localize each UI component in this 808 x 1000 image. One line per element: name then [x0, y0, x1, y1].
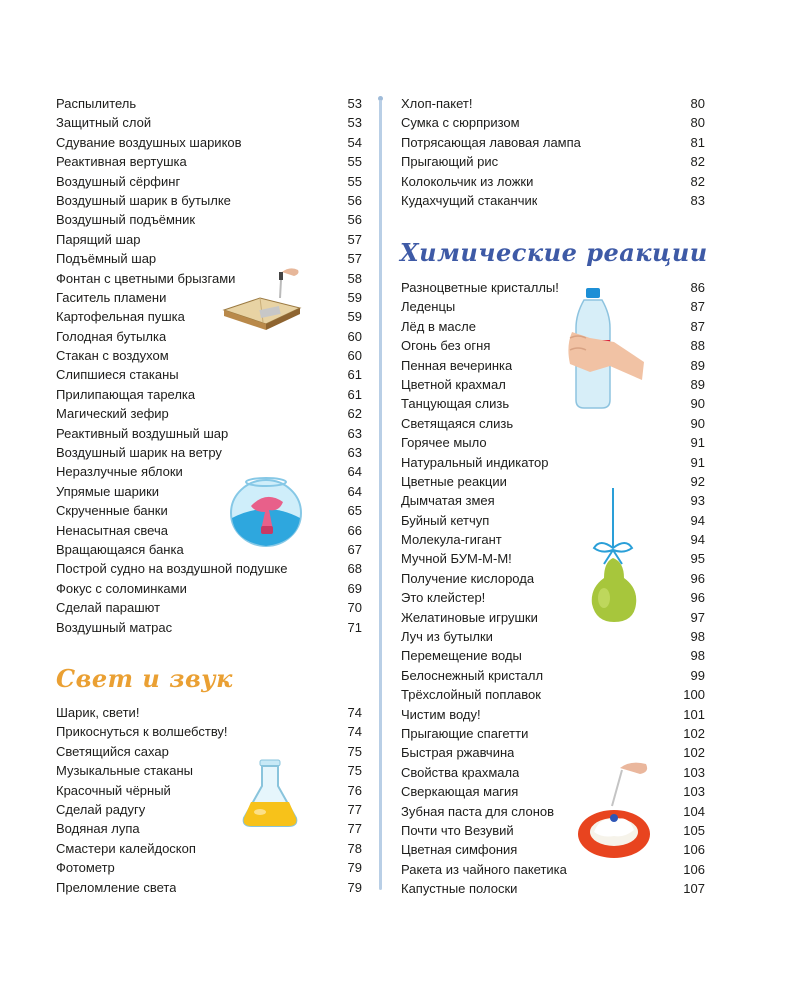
toc-entry-page: 65: [347, 503, 362, 519]
toc-entry-page: 104: [683, 803, 705, 819]
toc-entry[interactable]: [56, 462, 362, 481]
toc-entry-title: Стакан с воздухом: [56, 348, 169, 364]
toc-entry-title: Прикоснуться к волшебству!: [56, 724, 228, 740]
toc-entry-title: Зубная паста для слонов: [401, 803, 555, 819]
toc-entry-page: 80: [690, 96, 705, 111]
toc-entry[interactable]: [401, 433, 705, 452]
toc-entry-page: 87: [690, 318, 705, 334]
toc-entry[interactable]: [401, 588, 705, 607]
toc-entry-page: 63: [347, 425, 362, 441]
toc-entry[interactable]: [401, 802, 705, 821]
toc-entry-title: Мучной БУМ-М-М!: [401, 551, 512, 567]
toc-entry-title: Реактивная вертушка: [56, 154, 187, 170]
toc-entry[interactable]: [401, 627, 705, 646]
toc-entry-title: Гаситель пламени: [56, 289, 167, 305]
toc-entry-page: 96: [690, 590, 705, 606]
toc-entry[interactable]: [56, 781, 362, 800]
foam-plate-icon: [576, 758, 656, 860]
toc-entry-title: Построй судно на воздушной подушке: [56, 561, 288, 577]
toc-entry-title: Картофельная пушка: [56, 309, 185, 325]
toc-entry-title: Белоснежный кристалл: [401, 667, 544, 683]
toc-entry-page: 92: [690, 473, 705, 489]
toc-entry-title: Шарик, свети!: [56, 705, 140, 720]
toc-entry-page: 54: [347, 134, 362, 150]
left-column: [56, 94, 362, 637]
toc-entry[interactable]: [401, 336, 705, 355]
toc-entry-page: 106: [683, 861, 705, 877]
toc-entry[interactable]: [401, 414, 705, 433]
toc-entry-title: Музыкальные стаканы: [56, 763, 193, 779]
toc-entry-page: 103: [683, 764, 705, 780]
toc-entry[interactable]: [56, 618, 362, 637]
toc-entry-title: Преломление света: [56, 879, 177, 895]
fishbowl-icon: [225, 470, 307, 552]
toc-entry[interactable]: [56, 839, 362, 858]
toc-entry-title: Магический зефир: [56, 406, 169, 422]
toc-entry-title: Прыгающий рис: [401, 154, 499, 170]
toc-entry[interactable]: [401, 821, 705, 840]
toc-entry-title: Воздушный подъёмник: [56, 212, 196, 228]
toc-entry[interactable]: [401, 356, 705, 375]
toc-entry-title: Воздушный сёрфинг: [56, 173, 181, 189]
toc-entry[interactable]: [56, 579, 362, 598]
toc-entry-title: Красочный чёрный: [56, 782, 171, 798]
toc-entry[interactable]: [56, 172, 362, 191]
toc-entry-page: 75: [347, 763, 362, 779]
toc-entry[interactable]: [56, 559, 362, 578]
toc-entry-page: 56: [347, 192, 362, 208]
toc-entry[interactable]: [401, 152, 705, 171]
toc-entry[interactable]: [401, 472, 705, 491]
left-column-light: [56, 703, 362, 897]
toc-entry-page: 77: [347, 801, 362, 817]
toc-entry-title: Быстрая ржавчина: [401, 745, 515, 761]
book-dropper-icon: [216, 258, 306, 348]
toc-entry-page: 68: [347, 561, 362, 577]
toc-entry-page: 90: [690, 415, 705, 431]
toc-entry-title: Скрученные банки: [56, 503, 168, 519]
toc-entry-page: 82: [690, 154, 705, 170]
toc-entry-page: 105: [683, 822, 705, 838]
toc-entry-title: Фотометр: [56, 860, 115, 876]
toc-entry-page: 95: [690, 551, 705, 567]
toc-entry-page: 61: [347, 367, 362, 383]
toc-list-light-sound-continued: [401, 94, 705, 210]
toc-entry-title: Сделай парашют: [56, 600, 161, 616]
toc-entry[interactable]: [401, 491, 705, 510]
toc-entry-page: 67: [347, 541, 362, 557]
toc-entry-page: 93: [690, 493, 705, 509]
toc-entry-page: 57: [347, 231, 362, 247]
toc-entry[interactable]: [401, 879, 705, 898]
toc-entry-page: 90: [690, 396, 705, 412]
toc-entry-title: Светящийся сахар: [56, 743, 169, 759]
toc-entry[interactable]: [56, 191, 362, 210]
toc-entry-title: Трёхслойный поплавок: [401, 687, 541, 703]
column-divider: [379, 100, 382, 890]
toc-entry[interactable]: [401, 191, 705, 210]
toc-entry-page: 83: [690, 192, 705, 208]
toc-entry-title: Свойства крахмала: [401, 764, 520, 780]
toc-entry-page: 89: [690, 357, 705, 373]
toc-entry[interactable]: [56, 878, 362, 897]
toc-entry-page: 66: [347, 522, 362, 538]
toc-entry[interactable]: [401, 453, 705, 472]
toc-entry-title: Фокус с соломинками: [56, 580, 187, 596]
toc-entry-title: Молекула-гигант: [401, 532, 502, 548]
toc-entry[interactable]: [401, 94, 705, 113]
toc-entry[interactable]: [401, 317, 705, 336]
toc-entry-page: 78: [347, 840, 362, 856]
toc-entry-page: 57: [347, 251, 362, 267]
toc-entry[interactable]: [56, 424, 362, 443]
toc-entry-title: Колокольчик из ложки: [401, 173, 534, 189]
toc-entry-title: Чистим воду!: [401, 706, 481, 722]
toc-entry-page: 79: [347, 860, 362, 876]
toc-entry-page: 74: [347, 724, 362, 740]
toc-entry[interactable]: [401, 724, 705, 743]
toc-entry-page: 53: [347, 96, 362, 111]
toc-entry-page: 59: [347, 309, 362, 325]
toc-entry-page: 76: [347, 782, 362, 798]
toc-entry-page: 61: [347, 386, 362, 402]
toc-entry[interactable]: [56, 307, 362, 326]
toc-entry-title: Сделай радугу: [56, 801, 146, 817]
toc-entry-title: Хлоп-пакет!: [401, 96, 473, 111]
toc-entry[interactable]: [401, 685, 705, 704]
toc-entry-page: 91: [690, 435, 705, 451]
toc-entry-page: 55: [347, 154, 362, 170]
toc-entry-page: 98: [690, 629, 705, 645]
toc-entry[interactable]: [401, 743, 705, 762]
toc-entry-title: Сумка с сюрпризом: [401, 115, 520, 131]
toc-entry-page: 106: [683, 842, 705, 858]
toc-entry-title: Прыгающие спагетти: [401, 725, 529, 741]
toc-entry-page: 80: [690, 115, 705, 131]
toc-entry[interactable]: [56, 703, 362, 722]
toc-entry[interactable]: [56, 269, 362, 288]
toc-entry-title: Неразлучные яблоки: [56, 464, 183, 480]
toc-entry-page: 75: [347, 743, 362, 759]
toc-entry[interactable]: [56, 365, 362, 384]
toc-entry-page: 69: [347, 580, 362, 596]
toc-entry-title: Лёд в масле: [401, 318, 476, 334]
toc-entry-title: Светящаяся слизь: [401, 415, 514, 431]
toc-entry-title: Смастери калейдоскоп: [56, 840, 196, 856]
toc-entry-title: Слипшиеся стаканы: [56, 367, 179, 383]
toc-entry-page: 70: [347, 600, 362, 616]
toc-entry-title: Горячее мыло: [401, 435, 487, 451]
toc-entry-page: 101: [683, 706, 705, 722]
toc-entry-title: Голодная бутылка: [56, 328, 167, 344]
toc-entry-page: 63: [347, 445, 362, 461]
toc-entry-page: 77: [347, 821, 362, 837]
toc-entry[interactable]: [56, 501, 362, 520]
toc-entry[interactable]: [56, 113, 362, 132]
right-column-chemistry: [401, 278, 705, 899]
toc-entry-title: Воздушный шарик на ветру: [56, 445, 222, 461]
toc-entry-page: 91: [690, 454, 705, 470]
toc-entry[interactable]: [56, 210, 362, 229]
toc-entry-page: 97: [690, 609, 705, 625]
toc-entry-title: Воздушный матрас: [56, 619, 173, 635]
toc-entry-title: Упрямые шарики: [56, 483, 160, 499]
toc-entry[interactable]: [401, 646, 705, 665]
toc-entry-page: 86: [690, 280, 705, 295]
toc-entry[interactable]: [56, 152, 362, 171]
toc-entry[interactable]: [56, 482, 362, 501]
toc-entry-page: 53: [347, 115, 362, 131]
toc-entry-page: 100: [683, 687, 705, 703]
toc-entry[interactable]: [401, 549, 705, 568]
toc-entry-title: Капустные полоски: [401, 881, 518, 897]
right-column: [401, 94, 705, 210]
toc-entry-page: 98: [690, 648, 705, 664]
toc-entry-title: Сверкающая магия: [401, 784, 519, 800]
toc-entry[interactable]: [56, 521, 362, 540]
toc-entry[interactable]: [56, 722, 362, 741]
toc-entry[interactable]: [401, 278, 705, 297]
toc-entry-page: 81: [690, 134, 705, 150]
toc-entry[interactable]: [401, 133, 705, 152]
toc-entry-page: 103: [683, 784, 705, 800]
section-heading-light-sound: Свет и звук: [56, 664, 233, 693]
toc-entry[interactable]: [56, 230, 362, 249]
water-bottle-hand-icon: [562, 288, 644, 414]
toc-entry-page: 94: [690, 512, 705, 528]
toc-entry-title: Буйный кетчуп: [401, 512, 490, 528]
toc-entry-title: Разноцветные кристаллы!: [401, 280, 559, 295]
toc-entry[interactable]: [401, 569, 705, 588]
toc-entry[interactable]: [401, 375, 705, 394]
toc-entry-title: Ненасытная свеча: [56, 522, 168, 538]
toc-entry[interactable]: [56, 288, 362, 307]
toc-entry-page: 94: [690, 532, 705, 548]
toc-entry-page: 87: [690, 299, 705, 315]
toc-entry-title: Пенная вечеринка: [401, 357, 513, 373]
toc-entry-title: Луч из бутылки: [401, 629, 493, 645]
toc-entry[interactable]: [401, 530, 705, 549]
toc-entry-title: Фонтан с цветными брызгами: [56, 270, 236, 286]
toc-entry-title: Желатиновые игрушки: [401, 609, 538, 625]
toc-entry-page: 64: [347, 483, 362, 499]
toc-entry-title: Воздушный шарик в бутылке: [56, 192, 231, 208]
toc-entry-page: 56: [347, 212, 362, 228]
toc-entry[interactable]: [401, 511, 705, 530]
toc-entry-page: 88: [690, 338, 705, 354]
toc-entry-page: 89: [690, 376, 705, 392]
toc-entry-title: Сдувание воздушных шариков: [56, 134, 242, 150]
hanging-pear-icon: [580, 488, 646, 624]
toc-entry[interactable]: [56, 819, 362, 838]
toc-entry-title: Распылитель: [56, 96, 137, 111]
toc-entry-page: 107: [683, 881, 705, 897]
toc-entry[interactable]: [56, 540, 362, 559]
toc-entry-page: 60: [347, 348, 362, 364]
toc-entry-page: 96: [690, 570, 705, 586]
toc-entry-title: Вращающаяся банка: [56, 541, 184, 557]
toc-entry[interactable]: [401, 608, 705, 627]
toc-entry-title: Парящий шар: [56, 231, 141, 247]
toc-entry-page: 64: [347, 464, 362, 480]
toc-entry[interactable]: [56, 443, 362, 462]
toc-entry[interactable]: [56, 800, 362, 819]
toc-entry[interactable]: [56, 94, 362, 113]
toc-entry-title: Танцующая слизь: [401, 396, 510, 412]
toc-entry[interactable]: [401, 860, 705, 879]
toc-entry-title: Получение кислорода: [401, 570, 535, 586]
flask-icon: [238, 756, 302, 828]
toc-entry-title: Подъёмный шар: [56, 251, 157, 267]
toc-entry-title: Ракета из чайного пакетика: [401, 861, 567, 877]
toc-entry[interactable]: [401, 297, 705, 316]
toc-entry-title: Это клейстер!: [401, 590, 486, 606]
toc-entry-title: Натуральный индикатор: [401, 454, 549, 470]
toc-entry-title: Защитный слой: [56, 115, 152, 131]
toc-list-air: [56, 94, 362, 637]
toc-entry[interactable]: [401, 666, 705, 685]
toc-entry-title: Цветной крахмал: [401, 376, 506, 392]
toc-entry-page: 58: [347, 270, 362, 286]
toc-entry-page: 71: [347, 619, 362, 635]
toc-list-light-sound: [56, 703, 362, 897]
toc-entry-title: Почти что Везувий: [401, 822, 514, 838]
toc-entry-page: 55: [347, 173, 362, 189]
toc-entry-title: Леденцы: [401, 299, 456, 315]
toc-entry-title: Перемещение воды: [401, 648, 522, 664]
toc-entry[interactable]: [56, 346, 362, 365]
toc-entry-page: 59: [347, 289, 362, 305]
toc-entry-page: 74: [347, 705, 362, 720]
toc-entry-page: 99: [690, 667, 705, 683]
toc-entry-title: Прилипающая тарелка: [56, 386, 196, 402]
toc-entry-page: 60: [347, 328, 362, 344]
section-heading-chemistry: Химические реакции: [400, 238, 708, 267]
toc-entry-title: Кудахчущий стаканчик: [401, 192, 538, 208]
toc-entry-title: Цветные реакции: [401, 473, 507, 489]
toc-entry[interactable]: [56, 858, 362, 877]
toc-entry[interactable]: [56, 761, 362, 780]
toc-entry[interactable]: [401, 763, 705, 782]
toc-entry-title: Цветная симфония: [401, 842, 518, 858]
toc-entry[interactable]: [401, 705, 705, 724]
toc-entry[interactable]: [56, 327, 362, 346]
toc-entry-title: Дымчатая змея: [401, 493, 495, 509]
toc-entry-title: Реактивный воздушный шар: [56, 425, 229, 441]
toc-entry[interactable]: [56, 249, 362, 268]
toc-entry[interactable]: [401, 113, 705, 132]
toc-entry[interactable]: [401, 394, 705, 413]
toc-entry[interactable]: [56, 404, 362, 423]
toc-entry-page: 79: [347, 879, 362, 895]
toc-entry[interactable]: [56, 385, 362, 404]
toc-entry-page: 102: [683, 725, 705, 741]
toc-entry-page: 62: [347, 406, 362, 422]
toc-entry[interactable]: [56, 598, 362, 617]
toc-entry-page: 82: [690, 173, 705, 189]
toc-entry[interactable]: [401, 172, 705, 191]
toc-entry[interactable]: [56, 742, 362, 761]
toc-entry-title: Потрясающая лавовая лампа: [401, 134, 581, 150]
toc-entry[interactable]: [56, 133, 362, 152]
toc-entry-title: Водяная лупа: [56, 821, 140, 837]
toc-entry[interactable]: [401, 840, 705, 859]
toc-list-chemistry: [401, 278, 705, 899]
toc-entry-title: Огонь без огня: [401, 338, 491, 354]
toc-entry[interactable]: [401, 782, 705, 801]
toc-entry-page: 102: [683, 745, 705, 761]
